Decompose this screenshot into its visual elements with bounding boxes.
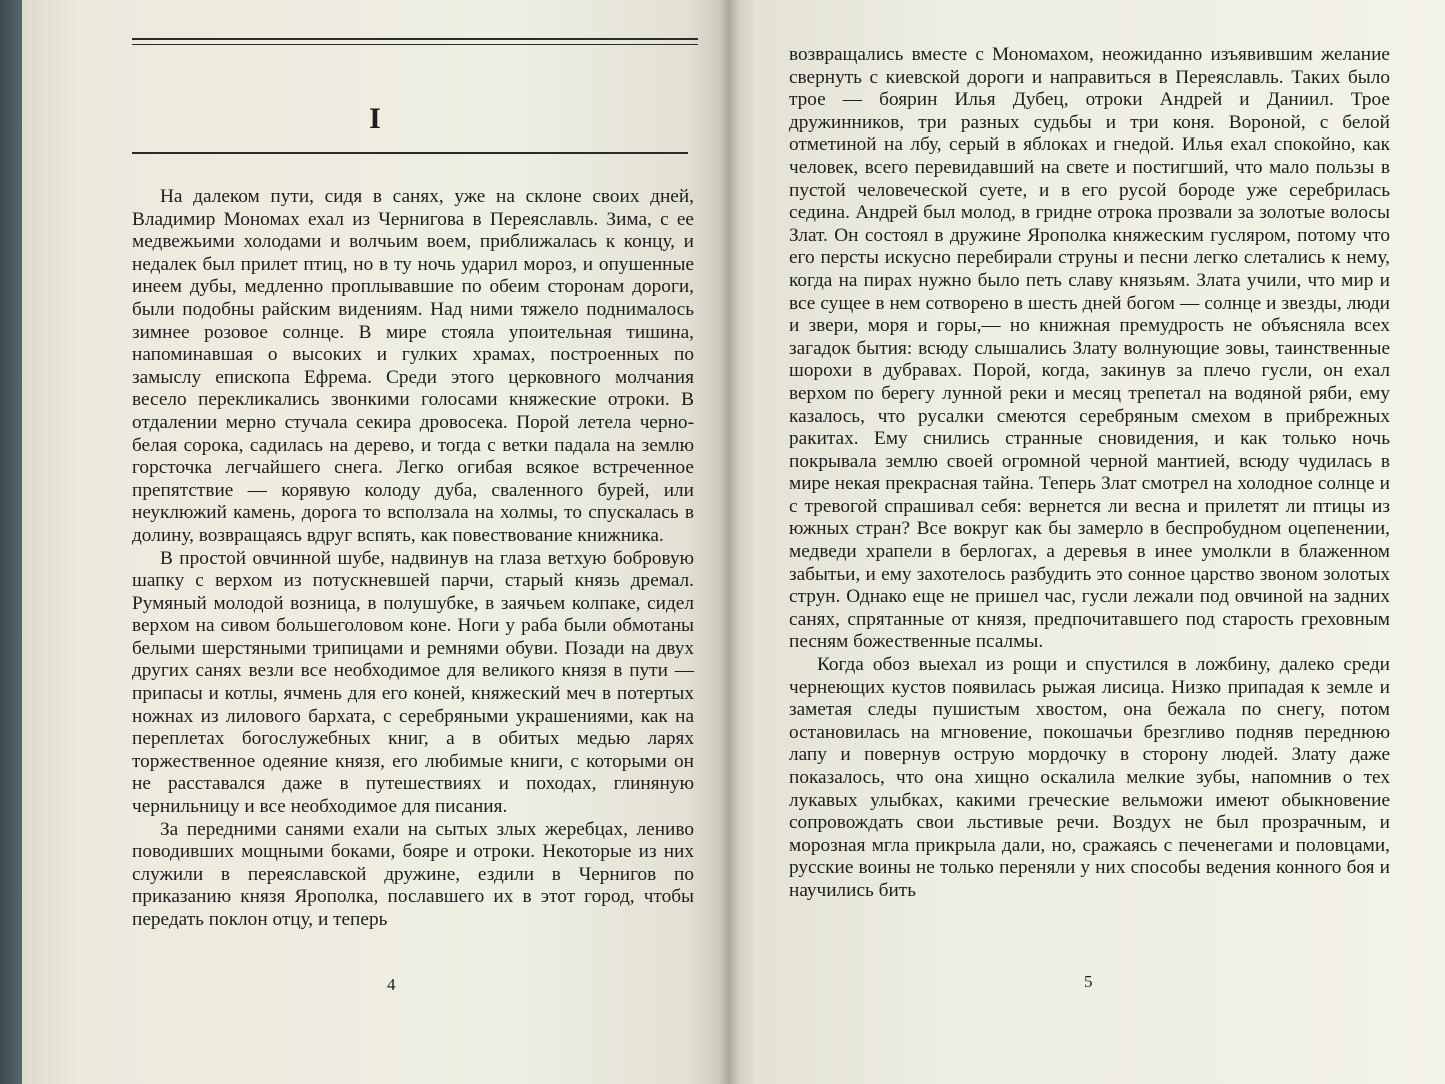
page-number-right: 5 — [1084, 972, 1093, 991]
right-page-text — [789, 44, 1390, 903]
header-rule-top-thin — [132, 44, 698, 45]
left-page — [22, 0, 728, 1084]
header-rule-top — [132, 38, 698, 40]
page-number-left: 4 — [387, 975, 396, 994]
header-rule-bottom — [132, 152, 688, 154]
gutter-shadow — [718, 0, 740, 1084]
paragraph: За передними санями ехали на сытых злых жеребцах, лениво поводивших мощными боками, бояре и отроки. Некоторые из них служили в переяславской дружине, ездили в Чернигов по приказанию князя Ярополка, пославшего их в этот город, чтобы передать поклон отцу, и теперь — [132, 818, 694, 930]
paragraph: В простой овчинной шубе, надвинув на глаза ветхую бобровую шапку с верхом из потускневшей парчи, старый князь дремал. Румяный молодой возница, в полушубке, в заячьем колпаке, сидел верхом на сивом большеголовом коне. Ноги у раба были обмотаны белыми шерстяными трипицами и ремнями обуви. Позади на двух других санях везли все необходимое для великого князя в пути — припасы и котлы, ячмень для его коней, княжеский меч в потертых ножнах из лилового бархата, с серебряными украшениями, как на переплетах богослужебных книг, а в обитых медью ларях торжественное одеяние князя, его любимые книги, с которыми он не расставался даже в путешествиях и походах, глиняную чернильницу и все необходимое для писания. — [132, 547, 694, 818]
paragraph: возвращались вместе с Мономахом, неожиданно изъявившим желание свернуть с киевской дороги и направиться в Переяславль. Таких было трое — боярин Илья Дубец, отроки Андрей и Даниил. Трое дружинников, три разных судьбы и три коня. Вороной, с белой отметиной на лбу, серый в яблоках и гнедой. Илья ехал спокойно, как человек, всего перевидавший на свете и постигший, что мало пользы в пустой человеческой суете, и в его русой бороде уже серебрилась седина. Андрей был молод, в гридне отрока прозвали за золотые волосы Злат. Он состоял в дружине Ярополка княжеским гусляром, потому что его персты искусно перебирали струны и песни легко слетались к нему, когда на пирах нужно было петь славу князьям. Злата учили, что мир и все сущее в нем сотворено в шесть дней богом — солнце и звезды, люди и звери, моря и горы,— но книжная премудрость не объясняла всех загадок бытия: всюду слышались Злату волнующие зовы, таинственные шорохи в дубравах. Порой, когда, закинув за плечо гусли, он ехал верхом по берегу лунной реки и месяц трепетал на водяной ряби, ему казалось, что русалки смеются серебряным смехом в прибрежных ракитах. Ему снились странные сновидения, и как только ночь покрывала землю своей огромной черной мантией, всюду чудилась в мире некая прекрасная тайна. Теперь Злат смотрел на холодное солнце и с тревогой спрашивал себя: вернется ли весна и прилетят ли птицы из южных стран? Все вокруг как бы замерло в беспробудном оцепенении, медведи храпели в берлогах, а деревья в инее умолкли в блаженном забытьи, и ему захотелось разбудить это сонное царство звоном золотых струн. Однако еще не пришел час, гусли лежали под овчиной на задних санях, спрятанные от князя, предпочитавшего под старость греховным песням божественные псалмы. — [789, 44, 1390, 653]
left-page-text — [132, 186, 694, 932]
chapter-number: I — [369, 102, 381, 135]
paragraph: Когда обоз выехал из рощи и спустился в ложбину, далеко среди чернеющих кустов появилась рыжая лисица. Низко припадая к земле и заметая следы пушистым хвостом, она бежала по снегу, потом остановилась на мгновение, покошачьи брезгливо подняв переднюю лапу и повернув острую мордочку в сторону людей. Злату даже показалось, что она хищно оскалила мелкие зубы, напомнив о тех лукавых улыбках, какими греческие вельможи имеют обыкновение сопровождать свои льстивые речи. Воздух не был прозрачным, и морозная мгла прикрыла дали, но, сражаясь с печенегами и половцами, русские воины не только переняли у них способы ведения конного боя и научились бить — [789, 654, 1390, 901]
paragraph: На далеком пути, сидя в санях, уже на склоне своих дней, Владимир Мономах ехал из Чернигова в Переяславль. Зима, с ее медвежьими холодами и волчьим воем, приближалась к концу, и недалек был прилет птиц, но в ту ночь ударил мороз, и опушенные инеем дубы, медленно проплывавшие по обеим сторонам дороги, были подобны райским видениям. Над ними тяжело поднималось зимнее розовое солнце. В мире стояла упоительная тишина, напоминавшая о высоких и гулких храмах, построенных по замыслу епископа Ефрема. Среди этого церковного молчания весело перекликались звонкими голосами княжеские отроки. В отдалении мерно стучала секира дровосека. Порой летела черно-белая сорока, садилась на дерево, и тогда с ветки падала на землю горсточка легчайшего снега. Легко огибая всякое встреченное препятствие — корявую колоду дуба, сваленного бурей, или неуклюжий камень, дорога то всползала на холмы, то спускалась в долину, возвращаясь вдруг вспять, как повествование книжника. — [132, 186, 694, 546]
